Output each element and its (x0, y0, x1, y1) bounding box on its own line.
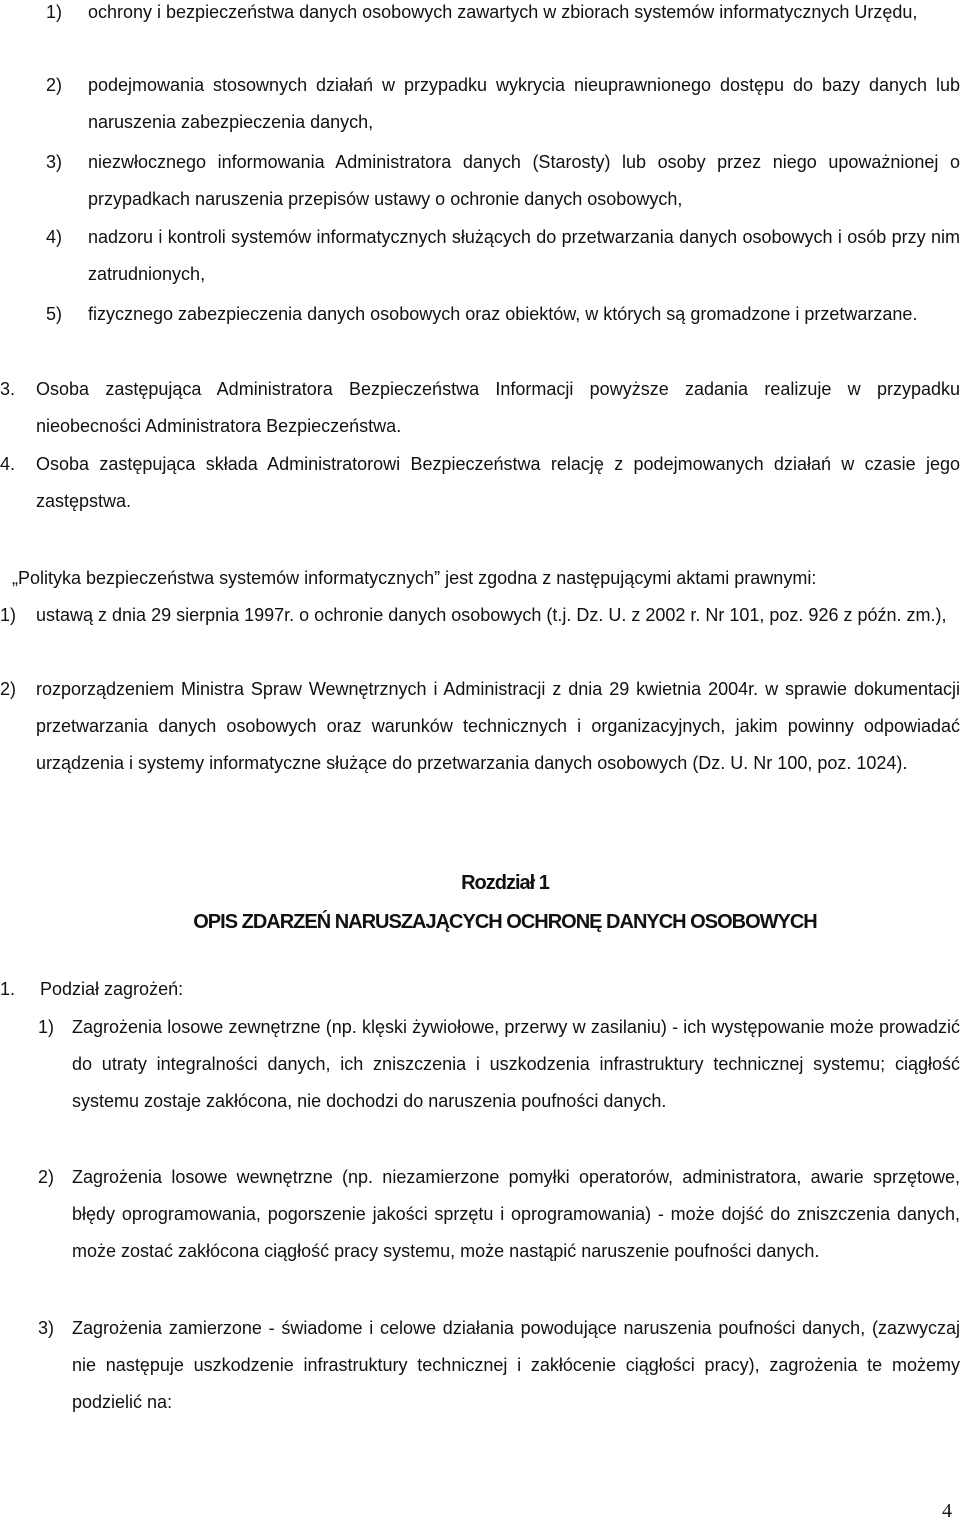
list-item (0, 67, 960, 141)
list-text: ochrony i bezpieczeństwa danych osobowych zawartych w zbiorach systemów informatycznych Urzędu, (88, 2, 918, 22)
act-text: rozporządzeniem Ministra Spraw Wewnętrznych i Administracji z dnia 29 kwietnia 2004r. w sprawie dokumentacji przetwarzania danych osobowych oraz warunków technicznych i organizacyjnych, jakim powinny odpowiadać urządzenia i systemy informatyczne służące do przetwarzania danych osobowych (Dz. U. Nr 100, poz. 1024). (36, 679, 960, 773)
list-item (0, 296, 960, 333)
chapter-subtitle: OPIS ZDARZEŃ NARUSZAJĄCYCH OCHRONĘ DANYCH OSOBOWYCH (193, 911, 817, 933)
threat-text: Zagrożenia losowe zewnętrzne (np. klęski żywiołowe, przerwy w zasilaniu) - ich występowanie może prowadzić do utraty integralności danych, ich zniszczenia i uszkodzenia infrastruktury technicznej systemu; ciągłość systemu zostaje zakłócona, nie dochodzi do naruszenia poufności danych. (72, 1017, 960, 1111)
list-text: podejmowania stosownych działań w przypadku wykrycia nieuprawnionego dostępu do bazy danych lub naruszenia zabezpieczenia danych, (88, 75, 960, 132)
threat-number: 1) (38, 1017, 55, 1037)
policy-intro (12, 560, 960, 597)
list-text: niezwłocznego informowania Administratora danych (Starosty) lub osoby przez niego upoważnionej o przypadkach naruszenia przepisów ustawy o ochronie danych osobowych, (88, 152, 960, 209)
act-number: 1) (0, 605, 17, 625)
threat-item (0, 1159, 960, 1270)
section-label: Podział zagrożeń: (40, 979, 184, 999)
list-number: 2) (46, 75, 63, 95)
list-number: 5) (46, 304, 63, 324)
list-text: fizycznego zabezpieczenia danych osobowych oraz obiektów, w których są gromadzone i przetwarzane. (88, 304, 918, 324)
chapter-title: Rozdział 1 (461, 872, 549, 894)
act-text: ustawą z dnia 29 sierpnia 1997r. o ochronie danych osobowych (t.j. Dz. U. z 2002 r. Nr 101, poz. 926 z późn. zm.), (36, 605, 947, 625)
list-text: nadzoru i kontroli systemów informatycznych służących do przetwarzania danych osobowych i osób przy nim zatrudnionych, (88, 227, 960, 284)
threat-number: 2) (38, 1167, 55, 1187)
page-number: 4 (942, 1500, 952, 1522)
list-number: 3) (46, 152, 63, 172)
point-text: Osoba zastępująca składa Administratorowi Bezpieczeństwa relację z podejmowanych działań w czasie jego zastępstwa. (36, 454, 960, 511)
point-item (0, 371, 960, 445)
threat-text: Zagrożenia zamierzone - świadome i celowe działania powodujące naruszenia poufności danych, (zazwyczaj nie następuje uszkodzenie infrastruktury technicznej i zakłócenie ciągłości pracy), zagrożenia te możemy podzielić na: (72, 1318, 960, 1412)
list-item (0, 144, 960, 218)
threat-item (0, 1310, 960, 1421)
threat-number: 3) (38, 1318, 55, 1338)
point-text: Osoba zastępująca Administratora Bezpieczeństwa Informacji powyższe zadania realizuje w przypadku nieobecności Administratora Bezpieczeństwa. (36, 379, 960, 436)
list-item (0, 219, 960, 293)
list-item (0, 0, 960, 31)
threat-item (0, 1009, 960, 1120)
list-number: 1) (46, 2, 63, 22)
act-item (0, 671, 960, 782)
policy-intro-text: „Polityka bezpieczeństwa systemów informatycznych” jest zgodna z następującymi aktami prawnymi: (12, 568, 817, 588)
act-number: 2) (0, 679, 17, 699)
act-item (0, 597, 960, 634)
threat-text: Zagrożenia losowe wewnętrzne (np. niezamierzone pomyłki operatorów, administratora, awarie sprzętowe, błędy oprogramowania, pogorszenie jakości sprzętu i oprogramowania) - może dojść do zniszczenia danych, może zostać zakłócona ciągłość pracy systemu, może nastąpić naruszenie poufności danych. (72, 1167, 960, 1261)
section-number: 1. (0, 979, 16, 999)
list-number: 4) (46, 227, 63, 247)
point-item (0, 446, 960, 520)
point-number: 3. (0, 379, 16, 399)
threats-header (0, 971, 960, 1008)
point-number: 4. (0, 454, 16, 474)
